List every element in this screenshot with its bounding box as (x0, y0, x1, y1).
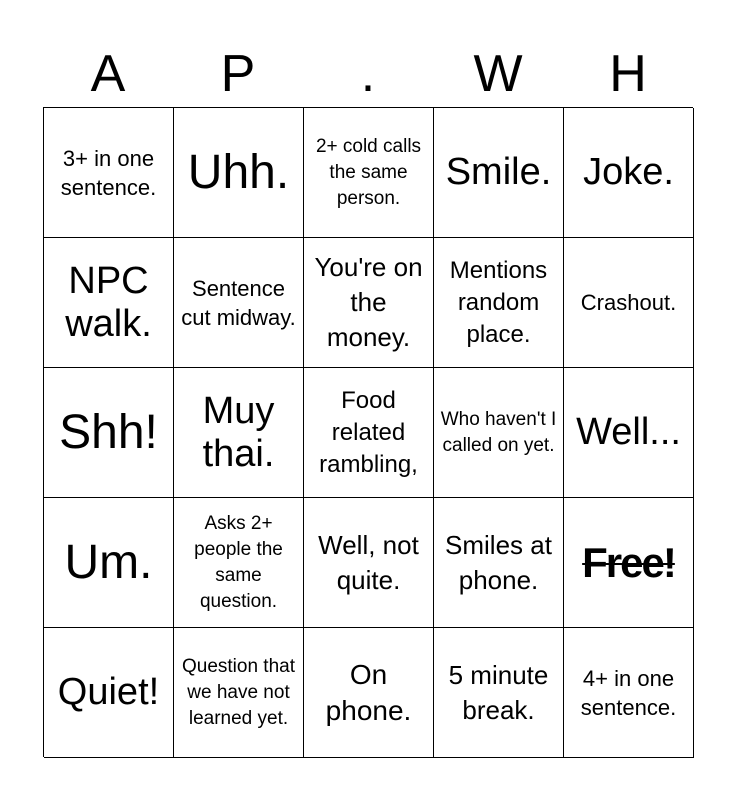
bingo-cell[interactable] (434, 238, 564, 368)
cell-text: NPC walk. (65, 259, 152, 345)
header-letter: A (90, 45, 126, 103)
cell-text: 3+ in one sentence. (60, 145, 157, 200)
cell-text: 5 minute break. (448, 659, 549, 725)
cell-text: Mentions random place. (449, 256, 548, 348)
bingo-board (43, 107, 693, 757)
bingo-cell[interactable] (434, 628, 564, 758)
cell-text: Crashout. (580, 290, 677, 315)
cell-text: Shh! (59, 405, 158, 459)
header-letter: P (220, 45, 256, 103)
bingo-cell[interactable] (174, 628, 304, 758)
bingo-cell[interactable] (434, 108, 564, 238)
bingo-cell[interactable] (174, 368, 304, 498)
header-letter: W (473, 45, 523, 103)
bingo-cell[interactable] (304, 368, 434, 498)
bingo-cell[interactable] (44, 108, 174, 238)
bingo-cell[interactable] (304, 108, 434, 238)
cell-text: Muy thai. (202, 389, 275, 475)
cell-text: Asks 2+ people the same question. (194, 512, 283, 612)
cell-text: You're on the money. (314, 252, 423, 352)
bingo-cell[interactable] (174, 108, 304, 238)
cell-text: Quiet! (57, 671, 160, 713)
bingo-cell[interactable] (434, 498, 564, 628)
cell-text: On phone. (325, 658, 412, 726)
bingo-cell[interactable] (564, 628, 694, 758)
bingo-cell[interactable] (174, 238, 304, 368)
cell-text: Smiles at phone. (445, 529, 552, 595)
cell-text: Question that we have not learned yet. (181, 655, 296, 729)
cell-text: Well, not quite. (318, 529, 419, 595)
bingo-cell[interactable] (564, 108, 694, 238)
cell-text: Food related rambling, (319, 386, 418, 478)
cell-text: Sentence cut midway. (181, 275, 296, 330)
bingo-cell[interactable] (44, 238, 174, 368)
free-space-label: Free! (582, 538, 675, 586)
cell-text: 2+ cold calls the same person. (315, 135, 422, 209)
cell-text: Um. (64, 535, 153, 589)
free-space-cell[interactable] (564, 498, 694, 628)
bingo-cell[interactable] (44, 498, 174, 628)
bingo-cell[interactable] (44, 628, 174, 758)
cell-text: Who haven't I called on yet. (440, 408, 557, 456)
cell-text: Well... (576, 411, 681, 453)
bingo-cell[interactable] (434, 368, 564, 498)
bingo-cell[interactable] (304, 628, 434, 758)
bingo-cell[interactable] (174, 498, 304, 628)
bingo-cell[interactable] (44, 368, 174, 498)
cell-text: 4+ in one sentence. (580, 665, 677, 720)
bingo-cell[interactable] (564, 368, 694, 498)
cell-text: Smile. (445, 151, 552, 193)
header-letter: . (360, 45, 376, 103)
cell-text: Joke. (583, 151, 674, 193)
bingo-cell[interactable] (304, 238, 434, 368)
bingo-cell[interactable] (564, 238, 694, 368)
bingo-cell[interactable] (304, 498, 434, 628)
header-letter: H (609, 45, 647, 103)
bingo-header (43, 40, 693, 108)
cell-text: Uhh. (187, 145, 290, 199)
